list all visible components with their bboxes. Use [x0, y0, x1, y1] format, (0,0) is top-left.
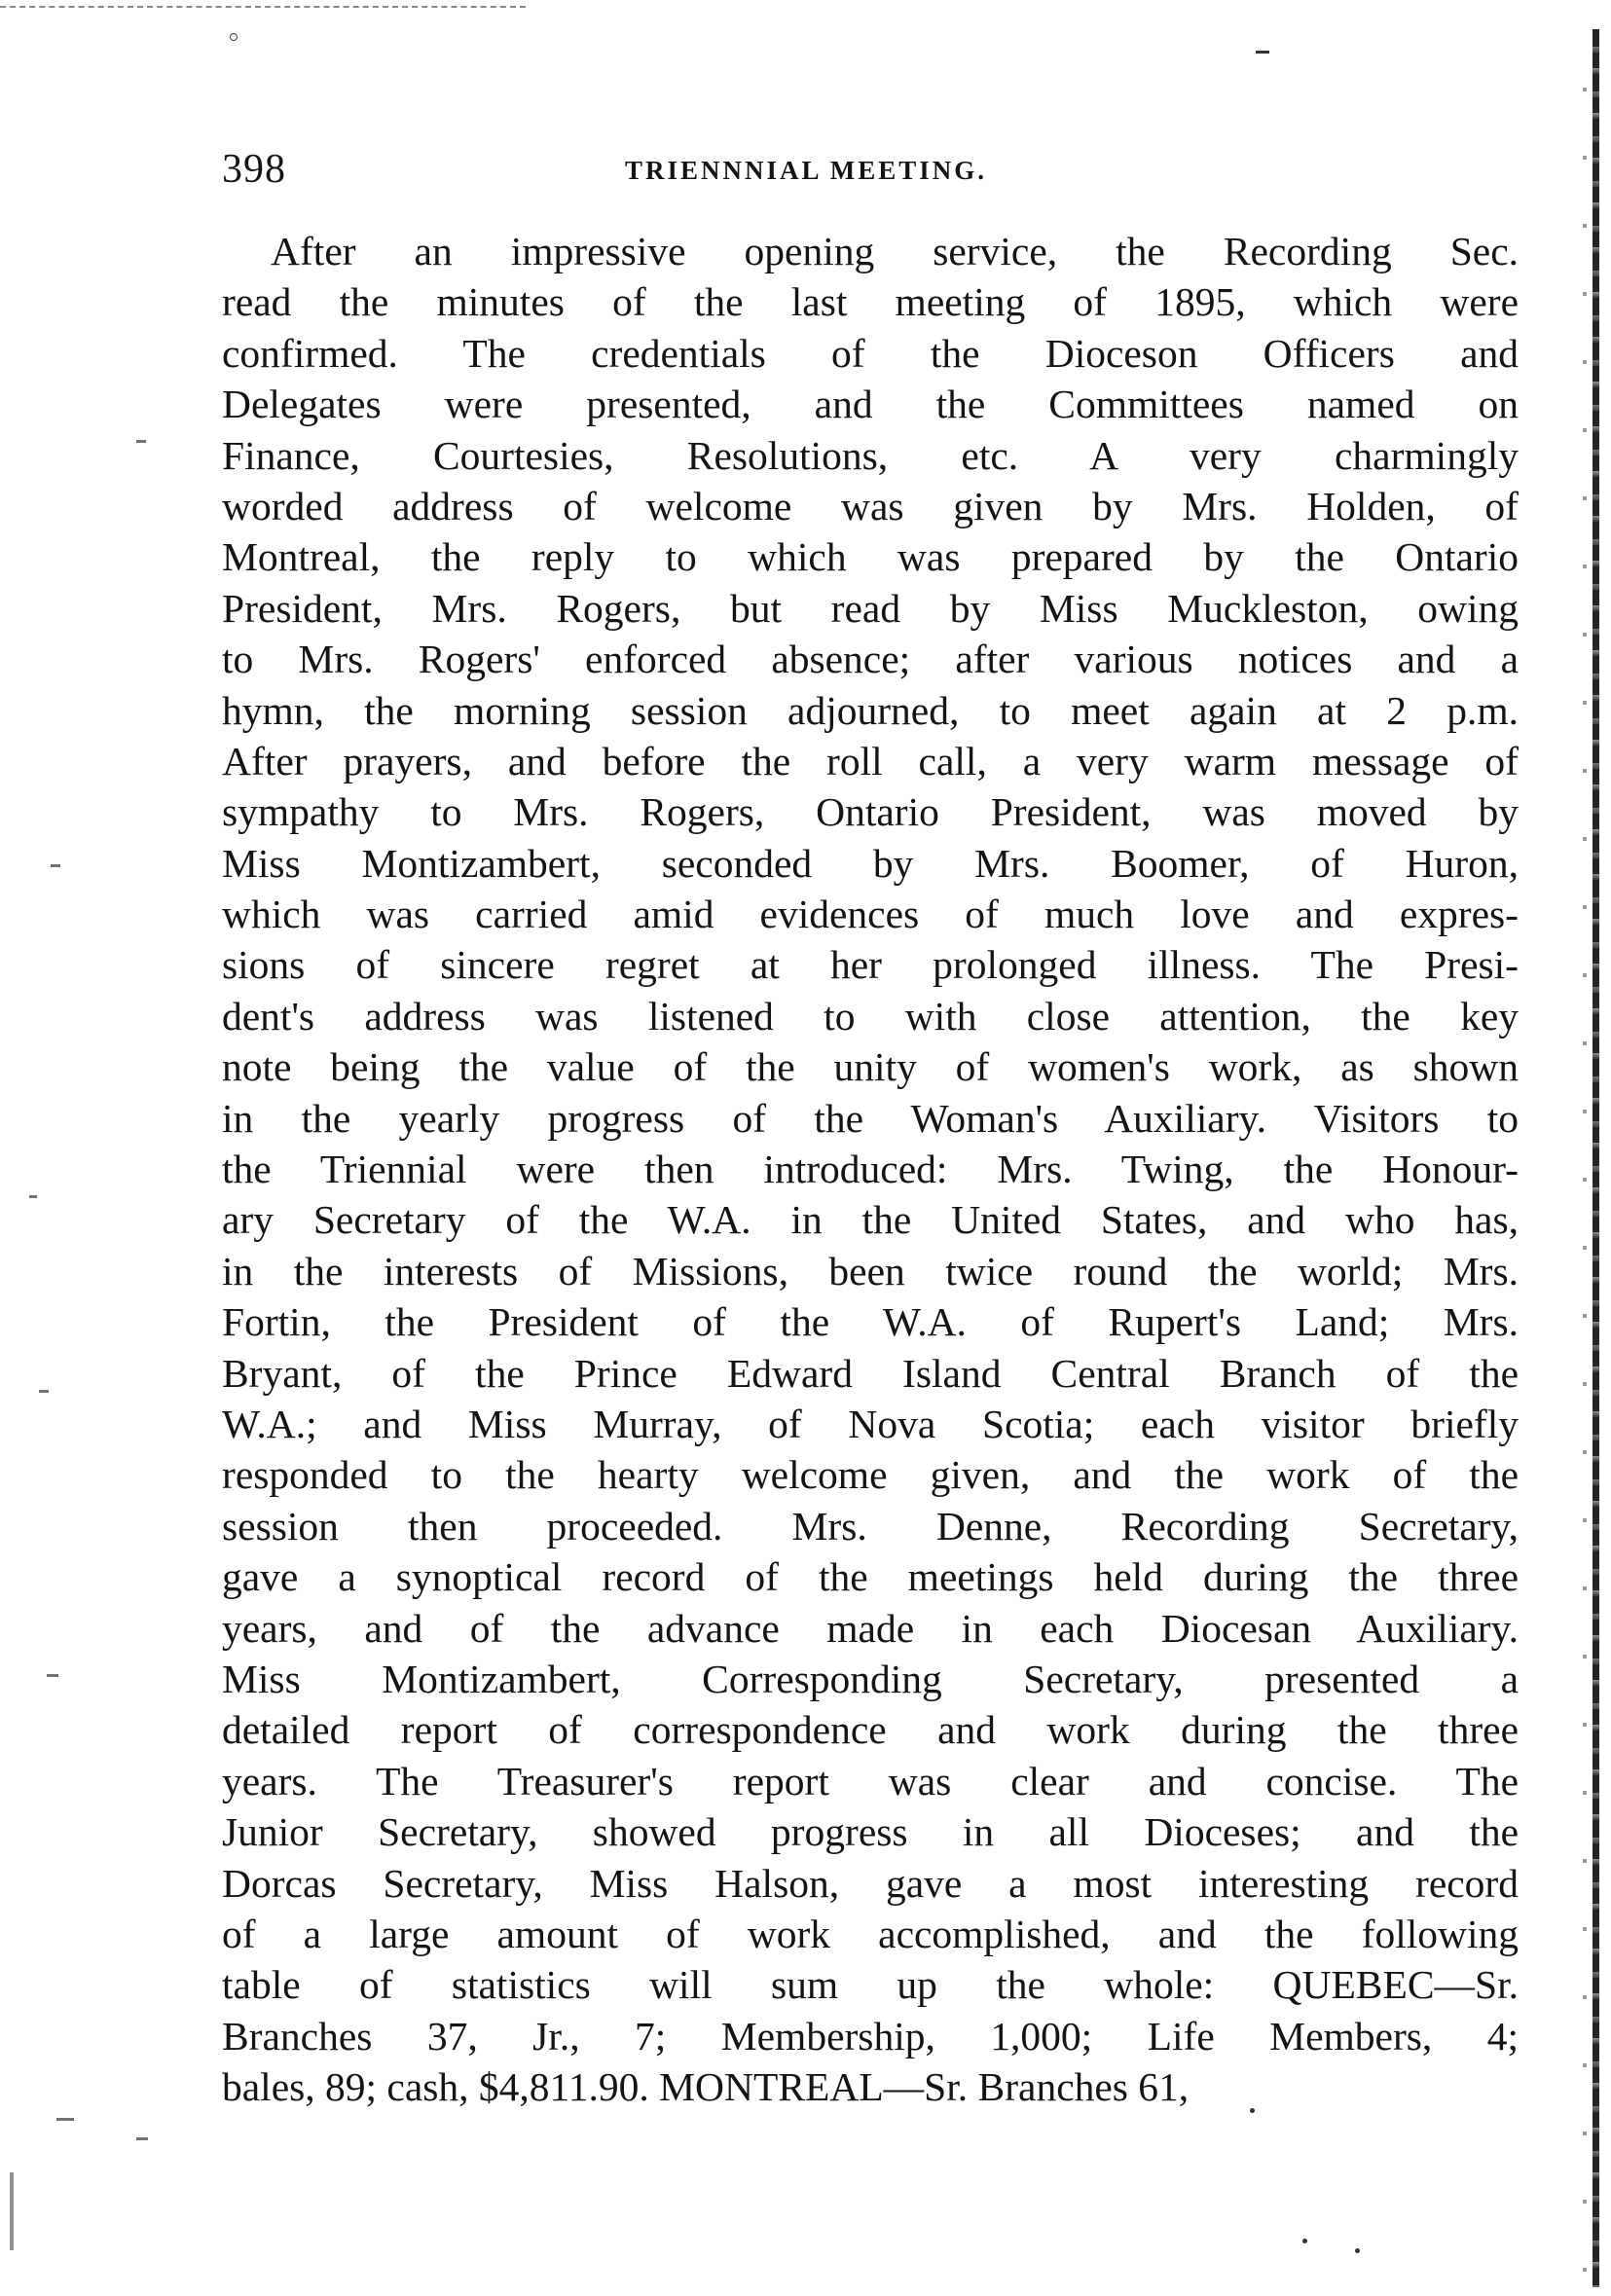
margin-speck: [136, 2137, 148, 2140]
text-line: in the interests of Missions, been twice round the world; Mrs.: [222, 1248, 1519, 1294]
text-line: Dorcas Secretary, Miss Halson, gave a most interesting record: [222, 1860, 1519, 1906]
text-line: Miss Montizambert, Corresponding Secretary, presented a: [222, 1656, 1519, 1701]
scan-artifact-top-rule: [0, 6, 526, 8]
page-binding-edge: [1593, 29, 1599, 2287]
text-line: Bryant, of the Prince Edward Island Central Branch of the: [222, 1350, 1519, 1396]
margin-speck: [56, 2118, 74, 2121]
text-line: W.A.; and Miss Murray, of Nova Scotia; each visitor briefly: [222, 1401, 1519, 1446]
page-binding-shadow: [1583, 58, 1587, 2287]
text-line: hymn, the morning session adjourned, to meet again at 2 p.m.: [222, 687, 1519, 733]
text-line: Montreal, the reply to which was prepared by the Ontario: [222, 534, 1519, 580]
text-line: Miss Montizambert, seconded by Mrs. Boomer, of Huron,: [222, 840, 1519, 886]
text-line: sympathy to Mrs. Rogers, Ontario President, was moved by: [222, 789, 1519, 835]
text-line: detailed report of correspondence and work during the three: [222, 1707, 1519, 1753]
text-line: to Mrs. Rogers' enforced absence; after various notices and a: [222, 637, 1519, 682]
text-line: Branches 37, Jr., 7; Membership, 1,000; Life Members, 4;: [222, 2013, 1519, 2059]
scan-artifact-dash: [1256, 51, 1269, 54]
margin-speck: [39, 1390, 49, 1393]
page-number: 398: [222, 147, 286, 192]
body-text: [222, 226, 1519, 2112]
margin-speck: [47, 1674, 58, 1677]
margin-speck: [10, 2172, 14, 2250]
text-line: years. The Treasurer's report was clear and concise. The: [222, 1758, 1519, 1804]
text-line: bales, 89; cash, $4,811.90. MONTREAL—Sr. Branches 61,: [222, 2064, 1190, 2110]
page-header: [222, 146, 1526, 204]
text-line: session then proceeded. Mrs. Denne, Recording Secretary,: [222, 1503, 1519, 1549]
text-line: table of statistics will sum up the whole: QUEBEC—Sr.: [222, 1962, 1519, 2008]
text-line: After prayers, and before the roll call, a very warm message of: [222, 738, 1519, 784]
text-line: Fortin, the President of the W.A. of Rupert's Land; Mrs.: [222, 1299, 1519, 1345]
text-line: sions of sincere regret at her prolonged illness. The Presi-: [222, 942, 1519, 988]
text-line: the Triennial were then introduced: Mrs. Twing, the Honour-: [222, 1147, 1519, 1192]
text-line: worded address of welcome was given by Mrs. Holden, of: [222, 483, 1519, 528]
text-line: responded to the hearty welcome given, and the work of the: [222, 1452, 1519, 1498]
text-line: Junior Secretary, showed progress in all Dioceses; and the: [222, 1809, 1519, 1855]
margin-speck: [29, 1195, 37, 1198]
text-line: President, Mrs. Rogers, but read by Miss Muckleston, owing: [222, 585, 1519, 631]
text-line: which was carried amid evidences of much love and expres-: [222, 892, 1519, 937]
text-line: gave a synoptical record of the meetings held during the three: [222, 1554, 1519, 1600]
text-line: note being the value of the unity of women's work, as shown: [222, 1044, 1519, 1090]
scan-artifact-dot: [1355, 2248, 1360, 2253]
text-line: Finance, Courtesies, Resolutions, etc. A very charmingly: [222, 432, 1519, 478]
text-line: of a large amount of work accomplished, and the following: [222, 1911, 1519, 1956]
margin-speck: [136, 440, 146, 443]
text-line: ary Secretary of the W.A. in the United States, and who has,: [222, 1197, 1519, 1243]
text-line: years, and of the advance made in each Diocesan Auxiliary.: [222, 1605, 1519, 1651]
running-head: TRIENNNIAL MEETING.: [625, 156, 988, 185]
text-line: read the minutes of the last meeting of 1895, which were: [222, 279, 1519, 325]
scan-artifact-dot: [1302, 2239, 1307, 2243]
text-line: Delegates were presented, and the Committees named on: [222, 382, 1519, 427]
text-line: in the yearly progress of the Woman's Auxiliary. Visitors to: [222, 1095, 1519, 1141]
margin-speck: [51, 864, 60, 867]
text-line: After an impressive opening service, the Recording Sec.: [271, 229, 1519, 273]
text-line: dent's address was listened to with close attention, the key: [222, 993, 1519, 1039]
scan-artifact-dot: [230, 33, 238, 41]
text-line: confirmed. The credentials of the Dioceson Officers and: [222, 330, 1519, 376]
